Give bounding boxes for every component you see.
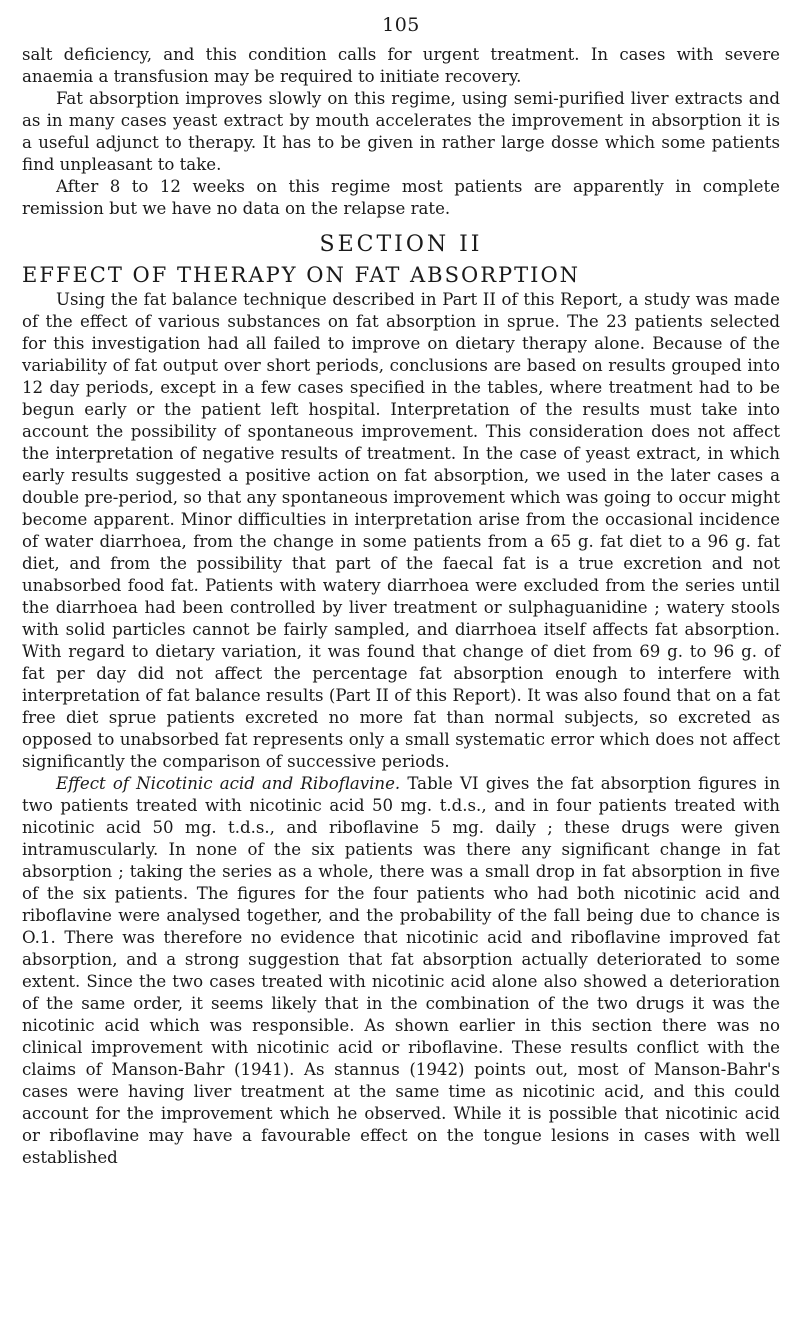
paragraph-body: Table VI gives the fat absorption figures in two patients treated with nicotinic acid 50 mg. t.d.s., and in four patients treated with nicotinic acid 50 mg. t.d.s., and riboflavine 5 mg. daily ; these drugs were given intramuscularly. In none of the six patients was there any significant change in fat absorption ; taking the series as a whole, there was a small drop in fat absorption in five of the six patients. The figures for the four patients who had both nicotinic acid and riboflavine were analysed together, and the probability of the fall being due to chance is O.1. There was therefore no evidence that nicotinic acid and riboflavine improved fat absorption, and a strong suggestion that fat absorption actually deteriorated to some extent. Since the two cases treated with nicotinic acid alone also showed a deterioration of the same order, it seems likely that in the combination of the two drugs it was the nicotinic acid which was responsible. As shown earlier in this section there was no clinical improvement with nicotinic acid or riboflavine. These results conflict with the claims of Manson-Bahr (1941). As stannus (1942) points out, most of Manson-Bahr's cases were having liver treatment at the same time as nicotinic acid, and this could account for the improvement which he observed. While it is possible that nicotinic acid or riboflavine may have a favourable effect on the tongue lesions in cases with well established: [22, 774, 781, 1167]
section-paragraph-1: Using the fat balance technique described in Part II of this Report, a study was made of the effect of various substances on fat absorption in sprue. The 23 patients selected for this investigation had all failed to improve on dietary therapy alone. Because of the variability of fat output over short periods, conclusions are based on results grouped into 12 day periods, except in a few cases specified in the tables, where treatment had to be begun early or the patient left hospital. Interpretation of the results must take into account the possibility of spontaneous improvement. This consideration does not affect the interpretation of negative results of treatment. In the case of yeast extract, in which early results suggested a positive action on fat absorption, we used in the later cases a double pre-period, so that any spontaneous improvement which was going to occur might become apparent. Minor difficulties in interpretation arise from the occasional incidence of water diarrhoea, from the change in some patients from a 65 g. fat diet to a 96 g. fat diet, and from the possibility that part of the faecal fat is a true excretion and not unabsorbed food fat. Patients with watery diarrhoea were excluded from the series until the diarrhoea had been controlled by liver treatment or sulphaguanidine ; watery stools with solid particles cannot be fairly sampled, and diarrhoea itself affects fat absorption. With regard to dietary variation, it was found that change of diet from 69 g. to 96 g. of fat per day did not affect the percentage fat absorption enough to interfere with interpretation of fat balance results (Part II of this Report). It was also found that on a fat free diet sprue patients excreted no more fat than normal subjects, so excreted as opposed to unabsorbed fat represents only a small systematic error which does not affect significantly the comparison of successive periods.: [22, 290, 780, 771]
intro-paragraph-2: Fat absorption improves slowly on this regime, using semi-purified liver extracts and as in many cases yeast extract by mouth accelerates the improvement in absorption it is a useful adjunct to therapy. It has to be given in rather large dosse which some patients find unpleasant to take.: [22, 89, 780, 174]
paragraph-lead-in: Effect of Nicotinic acid and Riboflavine.: [56, 774, 401, 793]
section-heading: SECTION II: [319, 232, 483, 257]
page-number: 105: [382, 14, 420, 36]
section-title: EFFECT OF THERAPY ON FAT ABSORPTION: [22, 263, 581, 287]
intro-paragraph-3: After 8 to 12 weeks on this regime most patients are apparently in complete remission but we have no data on the relapse rate.: [22, 177, 780, 218]
intro-paragraph-1: salt deficiency, and this condition calls for urgent treatment. In cases with severe anaemia a transfusion may be required to initiate recovery.: [22, 45, 780, 86]
section-paragraph-2: [22, 773, 780, 1169]
